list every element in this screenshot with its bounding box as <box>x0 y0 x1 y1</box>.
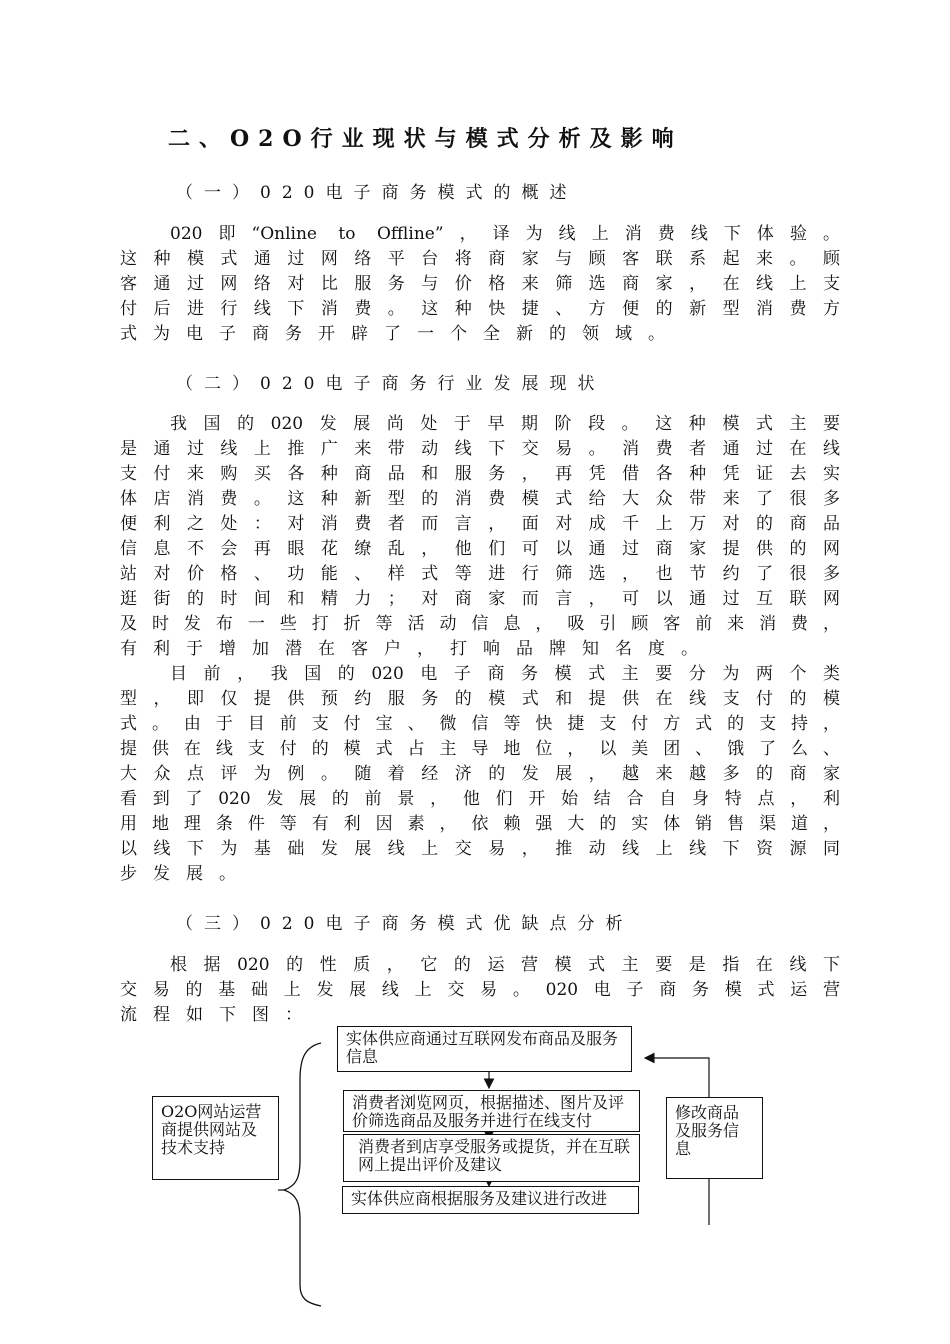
text-line: 有利于增加潜在客户，打响品牌知名度。 <box>120 639 714 659</box>
operator-box: O2O网站运营商提供网站及技术支持 <box>152 1096 279 1180</box>
text-line: 客通过网络对比服务与价格来筛选商家，在线上支 <box>120 274 840 294</box>
text-line: 根据020的性质，它的运营模式主要是指在线下 <box>170 955 840 975</box>
section-heading-1: （一）020电子商务模式的概述 <box>176 183 578 203</box>
text-line: 流程如下图： <box>120 1005 318 1025</box>
text-line: 及时发布一些打折等活动信息，吸引顾客前来消费， <box>120 614 840 634</box>
text-line: 提供在线支付的模式占主导地位，以美团、饿了么、 <box>120 739 840 759</box>
section-heading-3: （三）020电子商务模式优缺点分析 <box>176 914 634 934</box>
text-line: 是通过线上推广来带动线下交易。消费者通过在线 <box>120 439 840 459</box>
curly-brace <box>284 1043 321 1306</box>
flow-step-4: 实体供应商根据服务及建议进行改进 <box>342 1186 639 1214</box>
text-line: 步发展。 <box>120 864 252 884</box>
text-line: 便利之处：对消费者而言，面对成千上万对的商品 <box>120 514 840 534</box>
flow-step-1: 实体供应商通过互联网发布商品及服务信息 <box>337 1026 632 1072</box>
text-line: 信息不会再眼花缭乱，他们可以通过商家提供的网 <box>120 539 840 559</box>
page-title: 二、O2O行业现状与模式分析及影响 <box>168 126 683 152</box>
text-line: 我国的020发展尚处于早期阶段。这种模式主要 <box>170 414 840 434</box>
text-line: 站对价格、功能、样式等进行筛选，也节约了很多 <box>120 564 840 584</box>
text-line: 用地理条件等有利因素，依赖强大的实体销售渠道， <box>120 814 840 834</box>
modify-info-box: 修改商品及服务信息 <box>666 1097 763 1179</box>
text-line: 020即“Online to Offline”，译为线上消费线下体验。 <box>170 224 840 244</box>
text-line: 型，即仅提供预约服务的模式和提供在线支付的模 <box>120 689 840 709</box>
text-line: 体店消费。这种新型的消费模式给大众带来了很多 <box>120 489 840 509</box>
text-line: 支付来购买各种商品和服务，再凭借各种凭证去实 <box>120 464 840 484</box>
text-line: 式为电子商务开辟了一个全新的领域。 <box>120 324 681 344</box>
text-line: 目前，我国的020电子商务模式主要分为两个类 <box>170 664 840 684</box>
text-line: 这种模式通过网络平台将商家与顾客联系起来。顾 <box>120 249 840 269</box>
text-line: 逛街的时间和精力；对商家而言，可以通过互联网 <box>120 589 840 609</box>
flow-step-3: 消费者到店享受服务或提货，并在互联网上提出评价及建议 <box>343 1134 640 1182</box>
flow-step-2: 消费者浏览网页，根据描述、图片及评价筛选商品及服务并进行在线支付 <box>343 1090 640 1132</box>
text-line: 以线下为基础发展线上交易，推动线上线下资源同 <box>120 839 840 859</box>
text-line: 看到了020发展的前景，他们开始结合自身特点，利 <box>120 789 840 809</box>
section-heading-2: （二）020电子商务行业发展现状 <box>176 374 606 394</box>
text-line: 大众点评为例。随着经济的发展，越来越多的商家 <box>120 764 840 784</box>
text-line: 交易的基础上发展线上交易。020电子商务模式运营 <box>120 980 840 1000</box>
text-line: 式。由于目前支付宝、微信等快捷支付方式的支持， <box>120 714 840 734</box>
text-line: 付后进行线下消费。这种快捷、方便的新型消费方 <box>120 299 840 319</box>
